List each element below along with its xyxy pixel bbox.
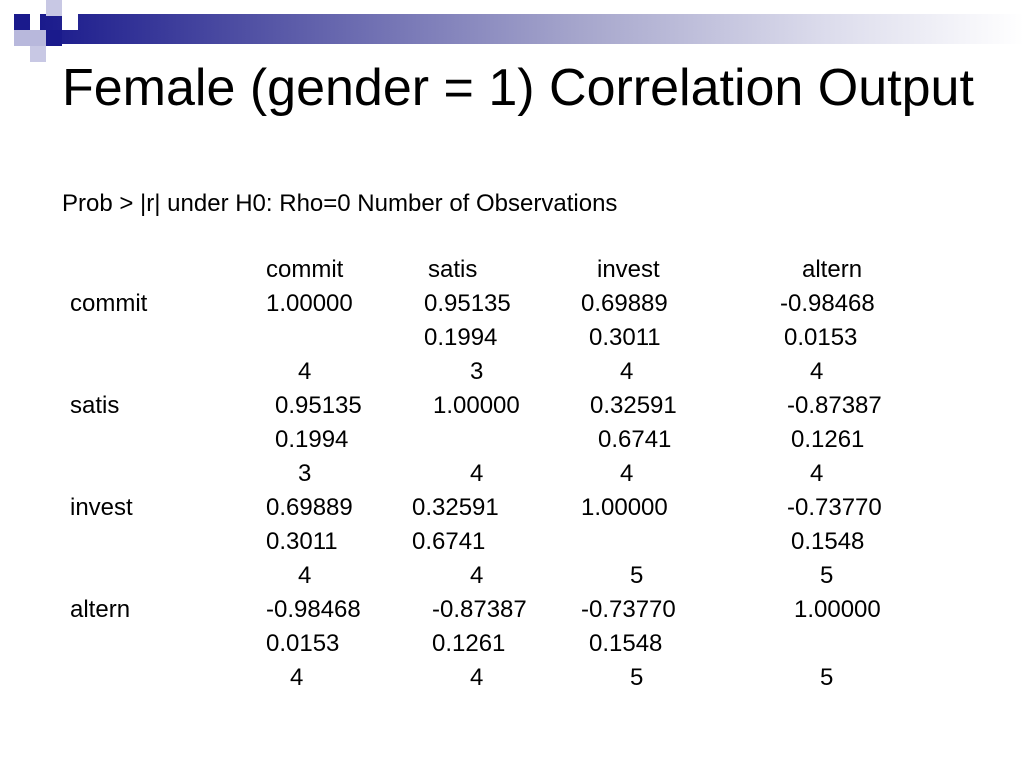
p-value: 0.0153: [266, 630, 340, 657]
correlation-coefficient: 1.00000: [794, 596, 881, 623]
row-label: altern: [70, 596, 131, 623]
observation-count: 4: [620, 460, 634, 487]
correlation-coefficient: 0.32591: [412, 494, 499, 521]
p-value: 0.6741: [598, 426, 672, 453]
p-value: 0.1994: [424, 324, 498, 351]
correlation-coefficient: -0.98468: [266, 596, 361, 623]
slide-subtitle: Prob > |r| under H0: Rho=0 Number of Observations: [62, 190, 618, 217]
column-header: altern: [802, 256, 863, 283]
p-value: 0.0153: [784, 324, 858, 351]
observation-count: 5: [630, 664, 644, 691]
row-label: satis: [70, 392, 120, 419]
column-header: satis: [428, 256, 478, 283]
row-label: invest: [70, 494, 133, 521]
correlation-coefficient: -0.87387: [787, 392, 882, 419]
p-value: 0.1994: [275, 426, 349, 453]
observation-count: 4: [298, 562, 312, 589]
correlation-coefficient: -0.73770: [581, 596, 676, 623]
observation-count: 4: [470, 664, 484, 691]
p-value: 0.1548: [589, 630, 663, 657]
observation-count: 4: [290, 664, 304, 691]
correlation-coefficient: 1.00000: [266, 290, 353, 317]
observation-count: 4: [620, 358, 634, 385]
observation-count: 4: [810, 358, 824, 385]
p-value: 0.1548: [791, 528, 865, 555]
observation-count: 3: [298, 460, 312, 487]
observation-count: 4: [470, 562, 484, 589]
correlation-coefficient: -0.73770: [787, 494, 882, 521]
correlation-coefficient: 0.69889: [266, 494, 353, 521]
correlation-coefficient: 0.95135: [424, 290, 511, 317]
observation-count: 4: [470, 460, 484, 487]
observation-count: 3: [470, 358, 484, 385]
observation-count: 4: [810, 460, 824, 487]
p-value: 0.3011: [266, 528, 338, 555]
p-value: 0.6741: [412, 528, 486, 555]
observation-count: 5: [630, 562, 644, 589]
correlation-coefficient: 1.00000: [581, 494, 668, 521]
p-value: 0.1261: [791, 426, 865, 453]
correlation-coefficient: 0.69889: [581, 290, 668, 317]
row-label: commit: [70, 290, 148, 317]
correlation-coefficient: -0.87387: [432, 596, 527, 623]
column-header: invest: [597, 256, 660, 283]
title-band: [40, 14, 1024, 44]
p-value: 0.1261: [432, 630, 506, 657]
correlation-coefficient: 1.00000: [433, 392, 520, 419]
correlation-coefficient: -0.98468: [780, 290, 875, 317]
correlation-coefficient: 0.95135: [275, 392, 362, 419]
observation-count: 5: [820, 562, 834, 589]
observation-count: 4: [298, 358, 312, 385]
slide-title: Female (gender = 1) Correlation Output: [62, 59, 974, 117]
observation-count: 5: [820, 664, 834, 691]
p-value: 0.3011: [589, 324, 661, 351]
correlation-coefficient: 0.32591: [590, 392, 677, 419]
column-header: commit: [266, 256, 344, 283]
